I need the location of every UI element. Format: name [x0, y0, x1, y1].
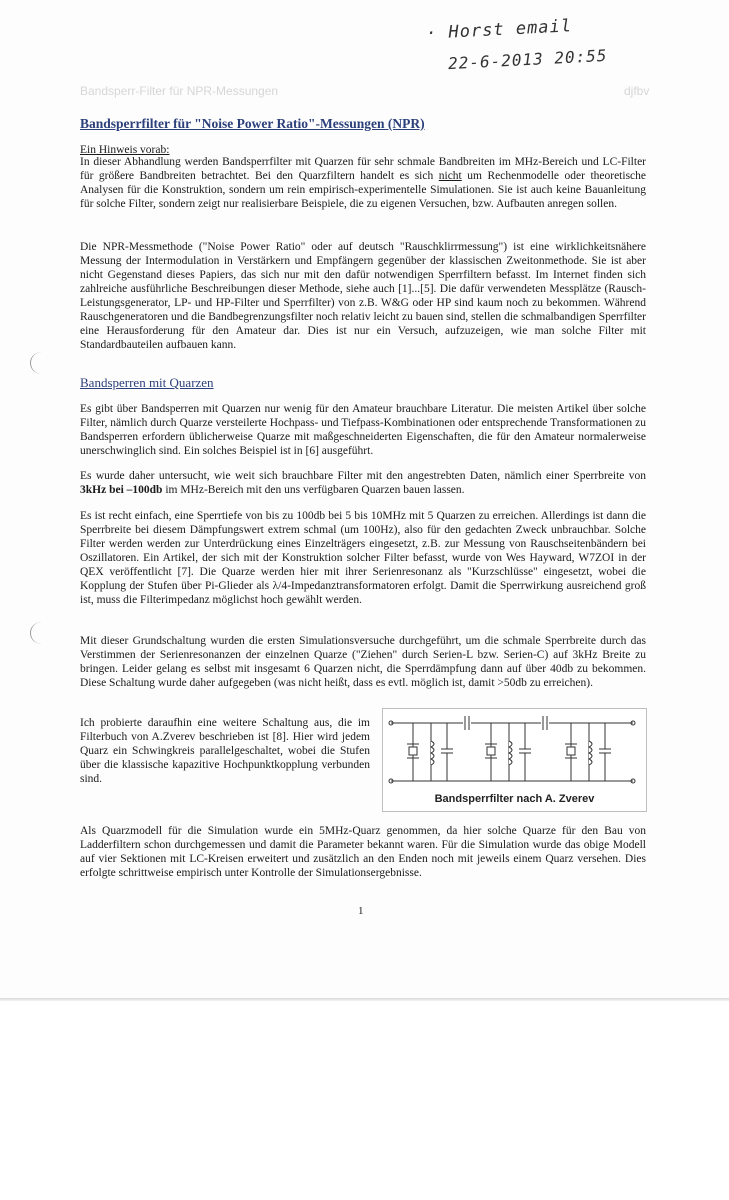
- hint-label: Ein Hinweis vorab:: [80, 144, 170, 156]
- paragraph-simple-filter: Es ist recht einfach, eine Sperrtiefe von bis zu 100db bei 5 bis 10MHz mit 5 Quarzen zu erreichen. Allerdings ist dann die Sperrbreite bei diesem Dämpfungswert extrem schmal (um 100Hz), also für den gedachten Zweck unbrauchbar. Solche Filter werden werden zur Unterdrückung eines Einzelträgers eingesetzt, z.B. zur Messung von Rauschseitenbändern bei Oszillatoren. Ein Artikel, der sich mit der Konstruktion solcher Filter befasst, wurde von Wes Hayward, W7ZOI in der QEX veröffentlicht [7]. Die Quarze werden hier mit ihrer Serienresonanz als "Kurzschlüsse" eingesetzt, wobei die Kopplung der Stufen über Pi-Glieder als λ/4-Impedanztransformatoren erfolgt. Damit die Sperrwirkung ausreichend groß ist, muss die Filterimpedanz möglichst hoch gewählt werden.: [80, 510, 646, 606]
- paragraph-intro: [80, 155, 646, 211]
- paragraph-goal: [80, 469, 646, 497]
- circuit-diagram: [383, 709, 646, 793]
- handwritten-date: 22-6-2013 20:55: [447, 45, 608, 74]
- paragraph-text: Es wurde daher untersucht, wie weit sich brauchbare Filter mit den angestrebten Daten, nämlich einer Sperrbreite von: [80, 470, 646, 482]
- page-edge: [0, 998, 729, 1001]
- paragraph-text: In dieser Abhandlung werden Bandsperrfilter mit Quarzen für sehr schmale Bandbreiten im MHz-Bereich und LC-Filter für größere Bandbreiten betrachtet. Bei den Quarzfiltern handelt es sich: [80, 156, 646, 182]
- bold-spec: 3kHz bei –100db: [80, 484, 163, 496]
- underlined-word: nicht: [438, 170, 462, 182]
- paragraph-text: um Rechenmodelle oder theoretische Analysen für die Konstruktion, sondern um rein empirisch-experimentelle Simulationen. Sie ist auch keine Bauanleitung für solche Filter, sondern zeigt nur realisierbare Beispiele, die zu eigenen Versuchen, bzw. Aufbauten anregen sollen.: [80, 170, 646, 210]
- page-number: 1: [358, 905, 364, 917]
- punch-hole-mark: [30, 622, 53, 644]
- paragraph-simulation: Mit dieser Grundschaltung wurden die ersten Simulationsversuche durchgeführt, um die schmale Sperrbreite durch das Verstimmen der Serienresonanzen der einzelnen Quarze ("Ziehen" durch Serien-L bzw. Serien-C) auf 3kHz Breite zu bringen. Leider gelang es selbst mit insgesamt 6 Quarzen nicht, die Sperrdämpfung dann auf über 40db zu bekommen. Diese Schaltung wurde daher aufgegeben (was nicht heißt, dass es evtl. möglich ist, damit >50db zu erreichen).: [80, 635, 646, 689]
- paragraph-literature: Es gibt über Bandsperren mit Quarzen nur wenig für den Amateur brauchbare Literatur. Die meisten Artikel über solche Filter, nämlich durch Quarze versteilerte Hochpass- und Tiefpass-Kombinationen oder entsprechende Transformationen zu Bandsperren erfordern üblicherweise Quarze mit maßgeschneiderten Eigenschaften, die für den Amateur normalerweise unerschwinglich sind. Ein solches Beispiel ist in [6] ausgeführt.: [80, 403, 646, 457]
- section-heading: Bandsperren mit Quarzen: [80, 375, 214, 390]
- circuit-figure: [382, 708, 647, 812]
- paragraph-text: im MHz-Bereich mit den uns verfügbaren Quarzen bauen lassen.: [162, 484, 465, 496]
- paragraph-npr-method: Die NPR-Messmethode ("Noise Power Ratio" oder auf deutsch "Rauschklirrmessung") ist eine wirklichkeitsnähere Messung der Intermodulation in Verstärkern und Empfängern gegenüber der klassischen Zweitonmethode. Sie ist aber nicht Gegenstand dieses Papiers, das sich nur mit den dafür notwendigen Sperrfiltern befasst. Im Internet finden sich zahlreiche ausführliche Beschreibungen dieser Methode, siehe auch [1]...[5]. Die dafür verwendeten Messplätze (Rausch-Leistungsgenerator, LP- und HP-Filter und Sperrfilter) von z.B. W&G oder HP sind kaum noch zu bekommen. Während Rauschgeneratoren und die Bandbegrenzungsfilter noch relativ leicht zu bauen sind, stellen die schmalbandigen Sperrfilter eine Herausforderung für den Amateur dar. Dies ist nur ein Versuch, aufzuzeigen, wie man solche Filter mit Standardbauteilen aufbauen kann.: [80, 241, 646, 351]
- paragraph-zverev: Ich probierte daraufhin eine weitere Schaltung aus, die im Filterbuch von A.Zverev beschrieben ist [8]. Hier wird jedem Quarz ein Schwingkreis parallelgeschaltet, wobei die Stufen über die klassische kapazitive Hochpunktkopplung verbunden sind.: [80, 717, 370, 785]
- handwritten-note: · Horst email: [425, 16, 573, 44]
- paragraph-crystal-model: Als Quarzmodell für die Simulation wurde ein 5MHz-Quarz genommen, da hier solche Quarze für den Bau von Ladderfiltern schon durchgemessen und damit die Parameter bekannt waren. Für die Simulation wurde das obige Modell auf vier Sektionen mit LC-Kreisen erweitert und zusätzlich an den Enden noch mit jeweils einem Quarz versehen. Dies erfolgte schrittweise empirisch unter Kontrolle der Simulationsergebnisse.: [80, 825, 646, 879]
- document-title: Bandsperrfilter für "Noise Power Ratio"-Messungen (NPR): [80, 116, 425, 131]
- figure-caption: Bandsperrfilter nach A. Zverev: [434, 793, 595, 805]
- running-header-left: Bandsperr-Filter für NPR-Messungen: [80, 84, 279, 98]
- punch-hole-mark: [30, 352, 53, 374]
- running-header-right: djfbv: [624, 84, 650, 98]
